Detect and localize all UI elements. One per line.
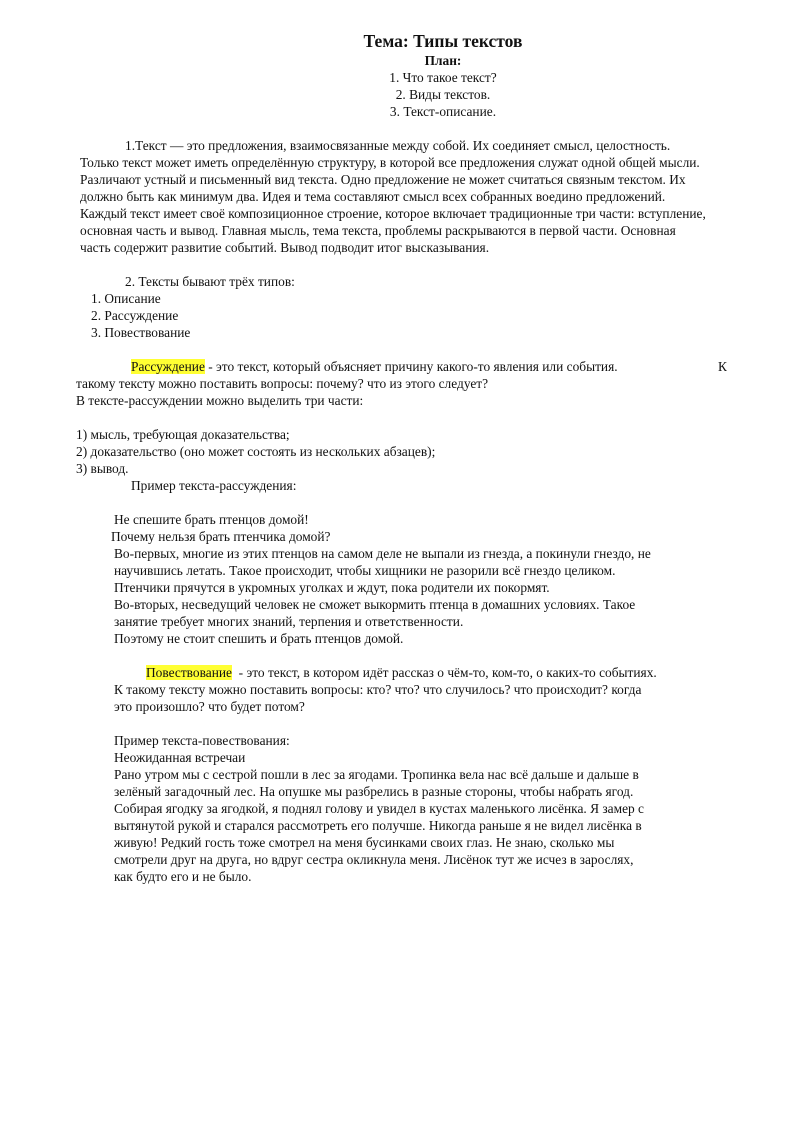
reasoning-example-line: Поэтому не стоит спешить и брать птенцов домой. xyxy=(114,631,404,646)
section1-line-1: 1.Текст — это предложения, взаимосвязанные между собой. Их соединяет смысл, целостность. xyxy=(125,138,671,153)
narration-example-line: Собирая ягодку за ягодкой, я поднял голову и увидел в кустах маленького лисёнка. Я замер с xyxy=(114,801,644,816)
narration-example-line: смотрели друг на друга, но вдруг сестра окликнула меня. Лисёнок тут же исчез в зарослях, xyxy=(114,852,634,867)
plan-item-3: 3. Текст-описание. xyxy=(389,104,497,119)
reasoning-part: 2) доказательство (оно может состоять из нескольких абзацев); xyxy=(76,444,436,459)
reasoning-example-line: Не спешите брать птенцов домой! xyxy=(114,512,309,527)
page-title: Тема: Типы текстов xyxy=(363,31,523,51)
section1-line-5: Каждый текст имеет своё композиционное строение, которое включает традиционные три части: вступление, xyxy=(80,206,706,221)
reasoning-example-line: занятие требует многих знаний, терпения и ответственности. xyxy=(114,614,464,629)
plan-item-2: 2. Виды текстов. xyxy=(395,87,491,102)
section1-line-6: основная часть и вывод. Главная мысль, тема текста, проблемы раскрываются в первой части. Основная xyxy=(80,223,676,238)
narration-example-line: вытянутой рукой и старался рассмотреть его получше. Никогда раньше я не видел лисёнка в xyxy=(114,818,642,833)
narration-example-line: Рано утром мы с сестрой пошли в лес за ягодами. Тропинка вела нас всё дальше и дальше в xyxy=(114,767,639,782)
narration-example-line: зелёный загадочный лес. На опушке мы разбрелись в разные стороны, чтобы набрать ягод. xyxy=(114,784,634,799)
text-type-item: 1. Описание xyxy=(91,291,161,306)
reasoning-term-highlight: Рассуждение xyxy=(131,359,205,374)
text-type-item: 2. Рассуждение xyxy=(91,308,179,323)
plan-item-1: 1. Что такое текст? xyxy=(389,70,497,85)
reasoning-definition-line-2: такому тексту можно поставить вопросы: почему? что из этого следует? xyxy=(76,376,489,391)
narration-definition-line-3: это произошло? что будет потом? xyxy=(114,699,305,714)
reasoning-example-line: научившись летать. Такое происходит, чтобы хищники не разорили всё гнездо целиком. xyxy=(114,563,616,578)
plan-label: План: xyxy=(424,53,462,68)
narration-example-label: Пример текста-повествования: xyxy=(114,733,290,748)
reasoning-example-line: Во-вторых, несведущий человек не сможет выкормить птенца в домашних условиях. Такое xyxy=(114,597,636,612)
narration-term-highlight: Повествование xyxy=(146,665,232,680)
reasoning-example-label: Пример текста-рассуждения: xyxy=(131,478,297,493)
section2-intro: 2. Тексты бывают трёх типов: xyxy=(125,274,295,289)
text-type-item: 3. Повествование xyxy=(91,325,191,340)
narration-definition-line-1 xyxy=(146,664,657,681)
reasoning-part: 1) мысль, требующая доказательства; xyxy=(76,427,290,442)
section1-line-4: должно быть как минимум два. Идея и тема составляют смысл всех собранных воедино предложений. xyxy=(80,189,666,204)
narration-definition-text: - это текст, в котором идёт рассказ о чём-то, ком-то, о каких-то событиях. xyxy=(231,665,657,680)
reasoning-line1-tail: К xyxy=(718,359,727,374)
reasoning-definition-text: - это текст, который объясняет причину какого-то явления или события. xyxy=(204,359,618,374)
section1-line-2: Только текст может иметь определённую структуру, в которой все предложения служат одной общей мысли. xyxy=(80,155,700,170)
narration-example-line: живую! Редкий гость тоже смотрел на меня бусинками своих глаз. Не знаю, сколько мы xyxy=(114,835,615,850)
reasoning-definition-line-1 xyxy=(131,358,618,375)
section1-line-7: часть содержит развитие событий. Вывод подводит итог высказывания. xyxy=(80,240,490,255)
reasoning-part: 3) вывод. xyxy=(76,461,129,476)
narration-definition-line-2: К такому тексту можно поставить вопросы: кто? что? что случилось? что происходит? когда xyxy=(114,682,642,697)
reasoning-definition-line-3: В тексте-рассуждении можно выделить три части: xyxy=(76,393,364,408)
reasoning-example-line: Во-первых, многие из этих птенцов на самом деле не выпали из гнезда, а покинули гнездо, не xyxy=(114,546,651,561)
reasoning-example-line: Почему нельзя брать птенчика домой? xyxy=(111,529,331,544)
section1-line-3: Различают устный и письменный вид текста. Одно предложение не может считаться связным текстом. Их xyxy=(80,172,686,187)
reasoning-example-line: Птенчики прячутся в укромных уголках и ждут, пока родители их покормят. xyxy=(114,580,550,595)
narration-example-line: как будто его и не было. xyxy=(114,869,252,884)
narration-example-title: Неожиданная встречаи xyxy=(114,750,246,765)
